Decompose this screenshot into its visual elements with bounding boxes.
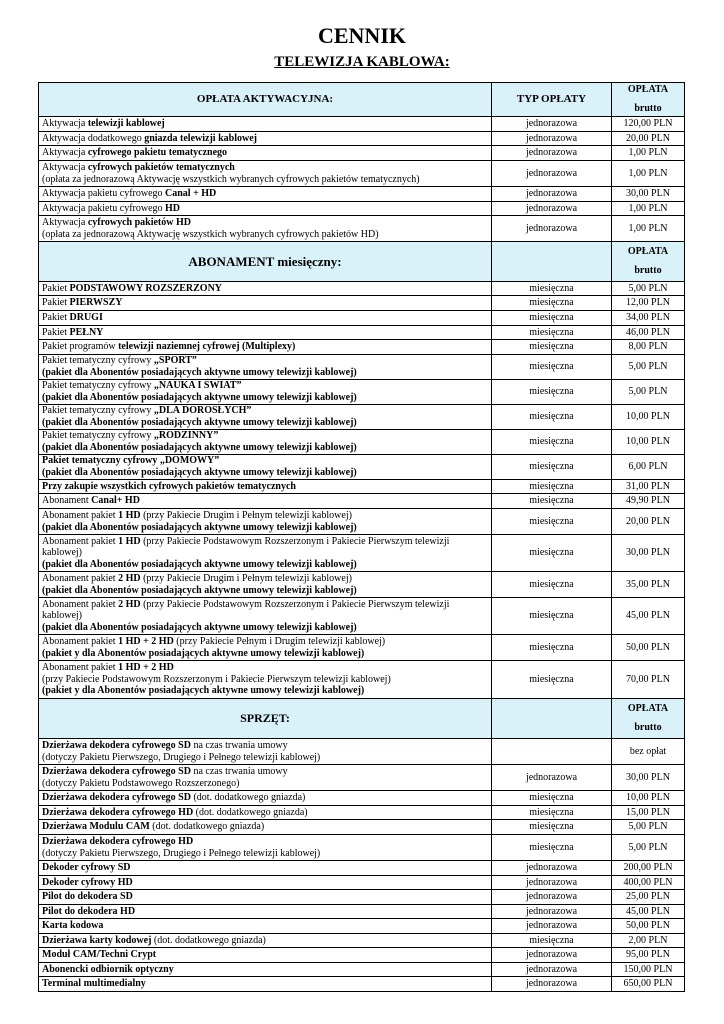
item-text: Canal + HD — [165, 188, 217, 200]
item-type: miesięczna — [492, 635, 612, 661]
item-text: Dzierżawa dekodera cyfrowego SD — [42, 765, 191, 777]
item-type: miesięczna — [492, 455, 612, 480]
item-price: 5,00 PLN — [612, 380, 685, 405]
item-text: Moduł CAM/Techni Crypt — [42, 949, 157, 961]
item-text: Aktywacja pakietu cyfrowego — [42, 188, 166, 200]
item-price: 46,00 PLN — [612, 326, 685, 340]
table-row — [39, 311, 685, 326]
item-type: jednorazowa — [492, 948, 612, 963]
table-row — [39, 963, 685, 977]
item-description — [39, 480, 492, 494]
item-note: (pakiet y dla Abonentów posiadających aktywne umowy telewizji kablowej) — [42, 685, 365, 697]
item-price: 70,00 PLN — [612, 661, 685, 699]
table-row — [39, 919, 685, 934]
item-description — [39, 326, 492, 340]
item-note: (pakiet dla Abonentów posiadających aktywne umowy telewizji kablowej) — [42, 442, 357, 453]
table-row — [39, 509, 685, 535]
item-text: Terminal multimedialny — [42, 978, 146, 990]
item-text: Dekoder cyfrowy HD — [42, 876, 133, 888]
item-description — [39, 216, 492, 242]
item-description — [39, 187, 492, 202]
item-price: 25,00 PLN — [612, 890, 685, 905]
item-price: 35,00 PLN — [612, 572, 685, 598]
item-text: Dzierżawa dekodera cyfrowego SD — [42, 739, 191, 751]
item-price: 1,00 PLN — [612, 216, 685, 242]
item-price: 5,00 PLN — [612, 820, 685, 835]
item-description — [39, 494, 492, 509]
item-note: (pakiet dla Abonentów posiadających aktywne umowy telewizji kablowej) — [42, 467, 357, 478]
page-subtitle: TELEWIZJA KABLOWA: — [274, 54, 450, 70]
item-text: PEŁNY — [69, 326, 104, 338]
table-row — [39, 161, 685, 187]
section-header-row — [39, 242, 685, 282]
item-text: Abonament pakiet — [42, 509, 119, 521]
table-row — [39, 455, 685, 480]
item-type: miesięczna — [492, 661, 612, 699]
item-text: Aktywacja — [42, 147, 88, 159]
item-text: cyfrowych pakietów HD — [87, 216, 191, 228]
item-price: 50,00 PLN — [612, 635, 685, 661]
item-text: (przy Pakiecie Drugim i Pełnym telewizji kablowej) — [140, 572, 352, 584]
item-price: 20,00 PLN — [612, 509, 685, 535]
item-price: 12,00 PLN — [612, 296, 685, 311]
item-price: 5,00 PLN — [612, 355, 685, 380]
section-col-type — [492, 242, 612, 282]
item-text: PODSTAWOWY ROZSZERZONY — [69, 282, 223, 294]
table-row — [39, 117, 685, 132]
item-price: 8,00 PLN — [612, 340, 685, 355]
item-price: 650,00 PLN — [612, 977, 685, 992]
item-type: jednorazowa — [492, 132, 612, 146]
table-row — [39, 876, 685, 890]
section-col-price — [612, 242, 685, 282]
item-description — [39, 282, 492, 296]
table-row — [39, 296, 685, 311]
item-text: Pilot do dekodera HD — [42, 905, 136, 917]
item-description — [39, 598, 492, 635]
item-text: cyfrowego pakietu tematycznego — [87, 147, 228, 159]
item-description — [39, 635, 492, 661]
item-type: miesięczna — [492, 535, 612, 572]
item-description — [39, 311, 492, 326]
price-header-line1: OPŁATA — [627, 84, 669, 96]
item-text: (przy Pakiecie Pełnym i Drugim telewizji kablowej) — [173, 635, 386, 647]
section-col-price — [612, 83, 685, 117]
price-header-line2: brutto — [634, 103, 662, 114]
item-price: 30,00 PLN — [612, 535, 685, 572]
table-row — [39, 820, 685, 835]
table-row — [39, 890, 685, 905]
item-description — [39, 890, 492, 905]
item-description — [39, 405, 492, 430]
item-price: 10,00 PLN — [612, 405, 685, 430]
item-text: „DLA DOROSŁYCH” — [153, 405, 252, 417]
item-text: 2 HD — [118, 598, 141, 610]
item-description — [39, 380, 492, 405]
item-type: miesięczna — [492, 340, 612, 355]
item-note: (pakiet dla Abonentów posiadających aktywne umowy telewizji kablowej) — [42, 584, 357, 596]
item-price: 31,00 PLN — [612, 480, 685, 494]
item-description — [39, 791, 492, 806]
item-text: Abonament pakiet — [42, 535, 119, 547]
table-row — [39, 572, 685, 598]
table-row — [39, 905, 685, 919]
item-text: Abonencki odbiornik optyczny — [42, 963, 174, 975]
table-row — [39, 202, 685, 216]
item-price: 30,00 PLN — [612, 765, 685, 791]
item-price: 1,00 PLN — [612, 146, 685, 161]
item-text: na czas trwania umowy — [190, 739, 288, 751]
item-description — [39, 430, 492, 455]
item-text: DRUGI — [69, 312, 103, 324]
item-price: 120,00 PLN — [612, 117, 685, 132]
item-text: Pilot do dekodera SD — [42, 891, 133, 903]
item-text: telewizji kablowej — [87, 118, 165, 130]
item-text: (dot. dodatkowego gniazda) — [190, 792, 306, 804]
item-type: jednorazowa — [492, 963, 612, 977]
item-text: 1 HD + 2 HD — [118, 635, 174, 647]
item-price: 49,90 PLN — [612, 494, 685, 509]
item-text: HD — [165, 202, 181, 214]
item-price: 5,00 PLN — [612, 282, 685, 296]
item-text: Dzierżawa Modulu CAM — [42, 821, 150, 833]
item-description — [39, 535, 492, 572]
item-text: Abonament pakiet — [42, 635, 119, 647]
item-type: miesięczna — [492, 494, 612, 509]
item-description — [39, 572, 492, 598]
price-table — [38, 82, 685, 992]
item-price: 95,00 PLN — [612, 948, 685, 963]
table-row — [39, 861, 685, 876]
item-text: (dot. dodatkowego gniazda) — [149, 821, 265, 833]
item-price: 6,00 PLN — [612, 455, 685, 480]
item-text: „SPORT” — [153, 355, 197, 367]
table-row — [39, 187, 685, 202]
item-text: Dzierżawa karty kodowej — [42, 934, 152, 946]
item-description — [39, 340, 492, 355]
item-description — [39, 905, 492, 919]
item-text: Pakiet programów — [42, 341, 119, 353]
section-title: OPŁATA AKTYWACYJNA: — [39, 83, 492, 117]
item-text: Aktywacja — [42, 118, 88, 130]
item-text: Pakiet tematyczny cyfrowy — [42, 405, 154, 417]
item-type: miesięczna — [492, 835, 612, 861]
table-row — [39, 739, 685, 765]
item-price: 400,00 PLN — [612, 876, 685, 890]
item-price: 34,00 PLN — [612, 311, 685, 326]
item-type: jednorazowa — [492, 876, 612, 890]
table-row — [39, 598, 685, 635]
item-note: (przy Pakiecie Podstawowym Rozszerzonym i Pakiecie Pierwszym telewizji kablowej) — [42, 673, 391, 685]
item-description — [39, 934, 492, 948]
item-description — [39, 202, 492, 216]
table-row — [39, 355, 685, 380]
price-header-line2: brutto — [634, 265, 662, 276]
item-note: (opłata za jednorazową Aktywację wszystkich wybranych cyfrowych pakietów HD) — [42, 228, 379, 240]
item-note: (pakiet y dla Abonentów posiadających aktywne umowy telewizji kablowej) — [42, 647, 365, 659]
table-row — [39, 934, 685, 948]
item-type: jednorazowa — [492, 977, 612, 992]
item-type: jednorazowa — [492, 117, 612, 132]
item-text: 1 HD — [118, 535, 141, 547]
item-text: Aktywacja — [42, 216, 88, 228]
item-text: 1 HD — [118, 509, 141, 521]
table-row — [39, 661, 685, 699]
item-price: 200,00 PLN — [612, 861, 685, 876]
item-text: (dot. dodatkowego gniazda) — [151, 934, 266, 946]
item-type: miesięczna — [492, 405, 612, 430]
item-type: miesięczna — [492, 326, 612, 340]
item-text: Pakiet — [42, 326, 70, 338]
item-description — [39, 132, 492, 146]
item-type: miesięczna — [492, 572, 612, 598]
table-row — [39, 535, 685, 572]
table-row — [39, 494, 685, 509]
item-price: 45,00 PLN — [612, 598, 685, 635]
item-price: 15,00 PLN — [612, 806, 685, 820]
item-text: Abonament pakiet — [42, 598, 119, 610]
item-text: Pakiet tematyczny cyfrowy — [42, 380, 154, 392]
item-text: Pakiet tematyczny cyfrowy — [42, 355, 154, 367]
item-price: 5,00 PLN — [612, 835, 685, 861]
item-text: Przy zakupie wszystkich cyfrowych pakietów tematycznych — [42, 480, 296, 492]
item-text: Aktywacja — [42, 161, 88, 173]
item-price: 45,00 PLN — [612, 905, 685, 919]
item-text: telewizji naziemnej cyfrowej (Multiplexy) — [118, 341, 296, 353]
item-text: Canal+ HD — [91, 495, 140, 507]
item-type: miesięczna — [492, 430, 612, 455]
item-note: (pakiet dla Abonentów posiadających aktywne umowy telewizji kablowej) — [42, 558, 357, 570]
item-description — [39, 296, 492, 311]
table-row — [39, 380, 685, 405]
item-description — [39, 161, 492, 187]
item-type: miesięczna — [492, 311, 612, 326]
item-type: miesięczna — [492, 791, 612, 806]
item-price: 2,00 PLN — [612, 934, 685, 948]
item-text: Aktywacja pakietu cyfrowego — [42, 202, 166, 214]
item-text: (dot. dodatkowego gniazda) — [193, 806, 308, 818]
item-description — [39, 977, 492, 992]
item-text: Abonament pakiet — [42, 572, 119, 584]
item-text: Aktywacja dodatkowego — [42, 132, 145, 144]
item-description — [39, 355, 492, 380]
item-note: (dotyczy Pakietu Podstawowego Rozszerzonego) — [42, 777, 240, 789]
table-row — [39, 635, 685, 661]
item-description — [39, 739, 492, 765]
table-row — [39, 977, 685, 992]
item-text: na czas trwania umowy — [190, 765, 288, 777]
item-description — [39, 948, 492, 963]
item-note: (opłata za jednorazową Aktywację wszystkich wybranych cyfrowych pakietów tematycznych) — [42, 173, 420, 185]
item-description — [39, 861, 492, 876]
item-note: (dotyczy Pakietu Pierwszego, Drugiego i Pełnego telewizji kablowej) — [42, 751, 321, 763]
table-row — [39, 146, 685, 161]
item-text: Dekoder cyfrowy SD — [42, 862, 131, 874]
table-row — [39, 791, 685, 806]
item-text: Abonament pakiet — [42, 662, 119, 674]
table-row — [39, 765, 685, 791]
item-description — [39, 661, 492, 699]
table-row — [39, 948, 685, 963]
item-note: (dotyczy Pakietu Pierwszego, Drugiego i Pełnego telewizji kablowej) — [42, 847, 321, 859]
item-type — [492, 739, 612, 765]
item-price: 10,00 PLN — [612, 791, 685, 806]
item-description — [39, 919, 492, 934]
table-row — [39, 132, 685, 146]
item-text: „RODZINNY” — [153, 430, 219, 442]
item-type: jednorazowa — [492, 187, 612, 202]
item-description — [39, 806, 492, 820]
price-header-line1: OPŁATA — [627, 703, 669, 715]
item-type: jednorazowa — [492, 905, 612, 919]
item-note: (pakiet dla Abonentów posiadających aktywne umowy telewizji kablowej) — [42, 417, 357, 428]
table-row — [39, 282, 685, 296]
section-header-row — [39, 83, 685, 117]
item-price: 1,00 PLN — [612, 161, 685, 187]
item-text: 1 HD + 2 HD — [118, 662, 174, 674]
table-row — [39, 430, 685, 455]
item-price: 20,00 PLN — [612, 132, 685, 146]
item-price: bez opłat — [612, 739, 685, 765]
item-text: „NAUKA I ŚWIAT” — [153, 380, 242, 392]
item-type: miesięczna — [492, 509, 612, 535]
item-description — [39, 117, 492, 132]
item-type: jednorazowa — [492, 202, 612, 216]
item-price: 50,00 PLN — [612, 919, 685, 934]
item-text: Pakiet — [42, 297, 70, 309]
section-col-type: TYP OPŁATY — [492, 83, 612, 117]
item-text: Pakiet tematyczny cyfrowy — [42, 430, 154, 442]
item-type: miesięczna — [492, 355, 612, 380]
item-text: cyfrowych pakietów tematycznych — [87, 161, 235, 173]
item-type: jednorazowa — [492, 765, 612, 791]
item-price: 150,00 PLN — [612, 963, 685, 977]
item-note: (pakiet dla Abonentów posiadających aktywne umowy telewizji kablowej) — [42, 621, 357, 633]
item-type: jednorazowa — [492, 890, 612, 905]
item-description — [39, 509, 492, 535]
item-type: jednorazowa — [492, 919, 612, 934]
item-text: Dzierżawa dekodera cyfrowego SD — [42, 792, 191, 804]
item-type: miesięczna — [492, 598, 612, 635]
item-type: jednorazowa — [492, 861, 612, 876]
page-title: CENNIK — [317, 23, 406, 48]
item-description — [39, 146, 492, 161]
item-text: Pakiet — [42, 312, 70, 324]
price-header-line1: OPŁATA — [627, 246, 669, 258]
section-col-type — [492, 699, 612, 739]
item-description — [39, 963, 492, 977]
section-title: SPRZĘT: — [39, 699, 492, 739]
item-description — [39, 820, 492, 835]
item-text: Pakiet tematyczny cyfrowy „DOMOWY” — [42, 455, 220, 467]
item-type: miesięczna — [492, 296, 612, 311]
item-text: Abonament — [42, 495, 92, 507]
item-note: (pakiet dla Abonentów posiadających aktywne umowy telewizji kablowej) — [42, 521, 357, 533]
item-note: (pakiet dla Abonentów posiadających aktywne umowy telewizji kablowej) — [42, 367, 357, 378]
item-text: Dzierżawa dekodera cyfrowego HD — [42, 806, 194, 818]
item-text: (przy Pakiecie Podstawowym Rozszerzonym i Pakiecie Pierwszym telewizji kablowej) — [42, 598, 450, 622]
section-title: ABONAMENT miesięczny: — [39, 242, 492, 282]
table-row — [39, 480, 685, 494]
item-price: 1,00 PLN — [612, 202, 685, 216]
item-price: 10,00 PLN — [612, 430, 685, 455]
item-type: miesięczna — [492, 480, 612, 494]
item-price: 30,00 PLN — [612, 187, 685, 202]
item-description — [39, 765, 492, 791]
item-type: miesięczna — [492, 380, 612, 405]
section-header-row — [39, 699, 685, 739]
table-row — [39, 806, 685, 820]
table-row — [39, 216, 685, 242]
item-type: jednorazowa — [492, 216, 612, 242]
item-type: miesięczna — [492, 806, 612, 820]
item-text: Karta kodowa — [42, 920, 104, 932]
item-description — [39, 455, 492, 480]
table-row — [39, 326, 685, 340]
item-text: PIERWSZY — [69, 297, 123, 309]
item-type: miesięczna — [492, 820, 612, 835]
item-description — [39, 876, 492, 890]
item-note: (pakiet dla Abonentów posiadających aktywne umowy telewizji kablowej) — [42, 392, 357, 403]
table-row — [39, 405, 685, 430]
item-type: jednorazowa — [492, 146, 612, 161]
table-row — [39, 340, 685, 355]
item-text: Dzierżawa dekodera cyfrowego HD — [42, 835, 194, 847]
item-text: 2 HD — [118, 572, 141, 584]
item-type: miesięczna — [492, 934, 612, 948]
item-type: miesięczna — [492, 282, 612, 296]
table-row — [39, 835, 685, 861]
item-text: (przy Pakiecie Podstawowym Rozszerzonym i Pakiecie Pierwszym telewizji kablowej) — [42, 535, 450, 559]
item-type: jednorazowa — [492, 161, 612, 187]
item-text: Pakiet — [42, 282, 70, 294]
item-description — [39, 835, 492, 861]
item-text: gniazda telewizji kablowej — [144, 132, 257, 144]
section-col-price — [612, 699, 685, 739]
price-header-line2: brutto — [634, 722, 662, 733]
item-text: (przy Pakiecie Drugim i Pełnym telewizji kablowej) — [140, 509, 352, 521]
